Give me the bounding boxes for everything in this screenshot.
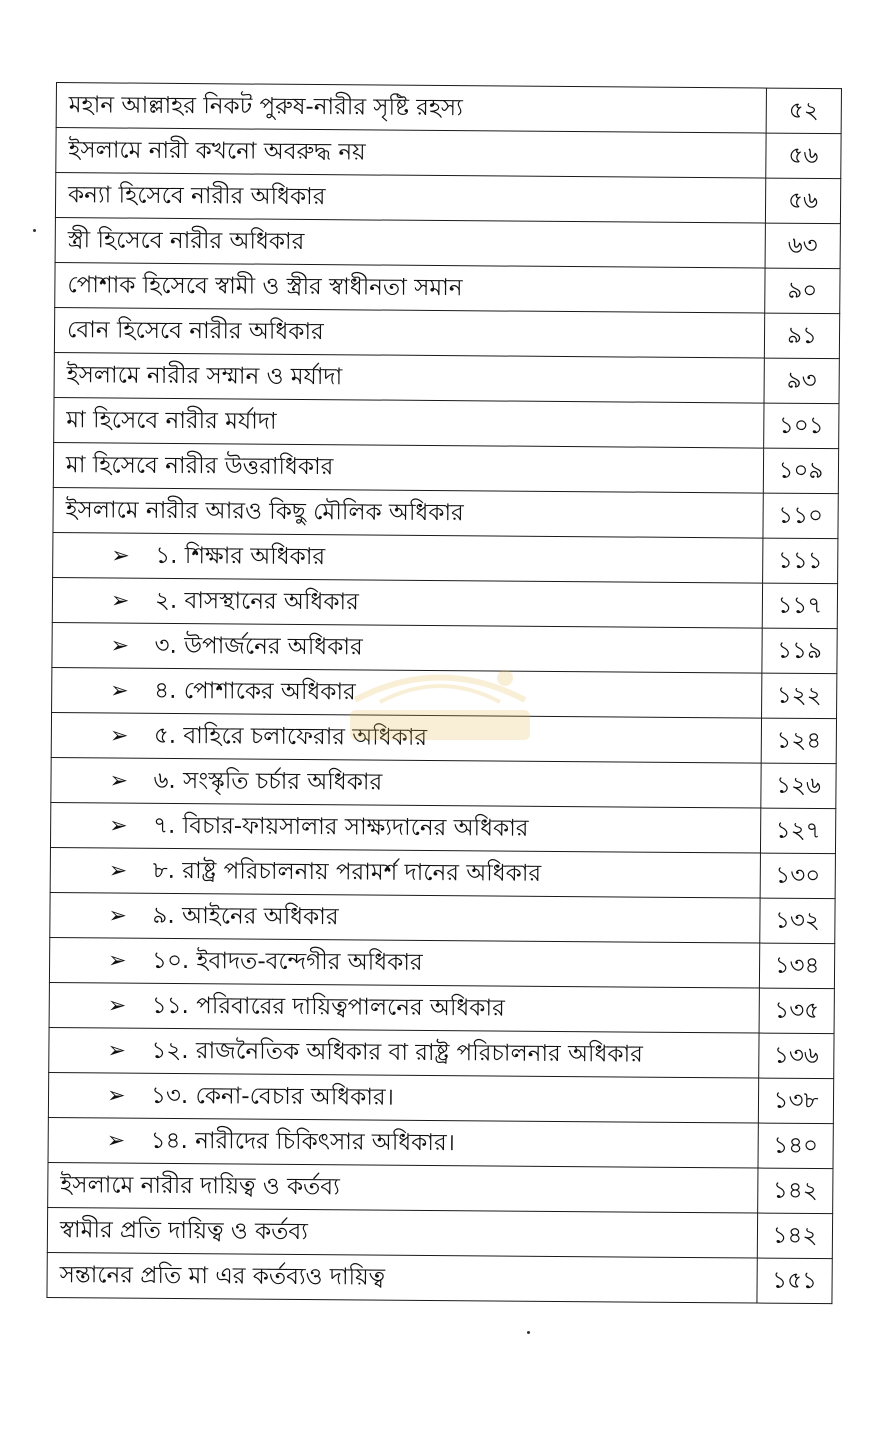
toc-entry-title-cell bbox=[52, 622, 762, 673]
toc-entry-title-cell bbox=[55, 217, 765, 268]
toc-entry-title: ৬. সংস্কৃতি চর্চার অধিকার bbox=[153, 767, 383, 796]
toc-entry-title-cell bbox=[48, 1162, 758, 1213]
toc-entry-title: পোশাক হিসেবে স্বামী ও স্ত্রীর স্বাধীনতা সমান bbox=[67, 271, 463, 301]
arrow-bullet-icon: ➢ bbox=[109, 722, 129, 749]
toc-entry-title: ইসলামে নারীর আরও কিছু মৌলিক অধিকার bbox=[65, 496, 464, 526]
arrow-bullet-icon: ➢ bbox=[107, 992, 127, 1019]
toc-subentry-row bbox=[48, 1072, 833, 1123]
toc-page-number: ৬৩ bbox=[765, 223, 840, 269]
toc-page-number: ১৫১ bbox=[757, 1258, 832, 1304]
toc-page-number: ১৩২ bbox=[760, 898, 835, 944]
toc-page-number: ১২৭ bbox=[760, 808, 835, 854]
toc-entry-title-cell bbox=[56, 83, 766, 134]
toc-entry-title-cell bbox=[53, 532, 763, 583]
toc-entry-row bbox=[48, 1162, 833, 1213]
arrow-bullet-icon: ➢ bbox=[108, 902, 127, 929]
toc-page-number: ১৩০ bbox=[760, 853, 835, 899]
toc-subentry-row bbox=[53, 532, 838, 583]
scan-speck bbox=[527, 1331, 530, 1334]
toc-subentry-row bbox=[52, 622, 837, 673]
toc-entry-title-cell bbox=[47, 1207, 757, 1258]
arrow-bullet-icon: ➢ bbox=[108, 857, 128, 884]
toc-entry-title: ৯. আইনের অধিকার bbox=[152, 902, 339, 930]
toc-page-number: ১২৪ bbox=[761, 718, 836, 764]
toc-entry-title: মা হিসেবে নারীর উত্তরাধিকার bbox=[65, 451, 334, 480]
toc-entry-title-cell bbox=[53, 442, 763, 493]
toc-page-number: ১৩৫ bbox=[759, 988, 834, 1034]
toc-entry-title-cell bbox=[51, 757, 761, 808]
toc-entry-row bbox=[56, 83, 841, 134]
arrow-bullet-icon: ➢ bbox=[107, 1037, 126, 1064]
toc-entry-title: ২. বাসস্থানের অধিকার bbox=[154, 587, 359, 615]
toc-page-number: ১১৯ bbox=[762, 628, 837, 674]
toc-entry-title-cell bbox=[50, 847, 760, 898]
toc-entry-title: ইসলামে নারীর দায়িত্ব ও কর্তব্য bbox=[60, 1171, 340, 1200]
toc-entry-title-cell bbox=[52, 667, 762, 718]
toc-page-number: ১১০ bbox=[763, 493, 838, 539]
toc-entry-title-cell bbox=[54, 307, 764, 358]
toc-entry-title: ইসলামে নারীর সম্মান ও মর্যাদা bbox=[66, 361, 343, 390]
toc-entry-title-cell bbox=[48, 1072, 758, 1123]
toc-subentry-row bbox=[49, 1027, 834, 1078]
toc-entry-title: স্ত্রী হিসেবে নারীর অধিকার bbox=[67, 226, 305, 255]
toc-page-number: ১০৯ bbox=[763, 448, 838, 494]
toc-page-number: ১১১ bbox=[763, 538, 838, 584]
toc-subentry-row bbox=[49, 937, 834, 988]
toc-entry-title: কন্যা হিসেবে নারীর অধিকার bbox=[68, 181, 326, 210]
toc-page-number: ১২৬ bbox=[761, 763, 836, 809]
toc-entry-title-cell bbox=[55, 173, 765, 224]
toc-page-number: ৫৬ bbox=[765, 178, 840, 224]
arrow-bullet-icon: ➢ bbox=[106, 1082, 126, 1109]
toc-subentry-row bbox=[49, 982, 834, 1033]
toc-entry-row bbox=[56, 128, 841, 179]
toc-entry-title-cell bbox=[49, 937, 759, 988]
arrow-bullet-icon: ➢ bbox=[108, 947, 127, 974]
toc-entry-title-cell bbox=[49, 982, 759, 1033]
toc-entry-title: ১১. পরিবারের দায়িত্বপালনের অধিকার bbox=[151, 992, 505, 1022]
toc-entry-title-cell bbox=[55, 262, 765, 313]
toc-page-number: ৯০ bbox=[765, 268, 840, 314]
arrow-bullet-icon: ➢ bbox=[109, 812, 128, 839]
toc-entry-title: সন্তানের প্রতি মা এর কর্তব্যও দায়িত্ব bbox=[59, 1261, 386, 1291]
toc-entry-title-cell bbox=[47, 1252, 757, 1303]
toc-entry-title: ৩. উপার্জনের অধিকার bbox=[154, 632, 363, 660]
toc-subentry-row bbox=[50, 892, 835, 943]
toc-entry-title-cell bbox=[54, 352, 764, 403]
toc-body bbox=[47, 83, 842, 1304]
toc-page-number: ৫৬ bbox=[766, 133, 841, 179]
toc-entry-title: স্বামীর প্রতি দায়িত্ব ও কর্তব্য bbox=[59, 1216, 309, 1245]
toc-entry-title: মা হিসেবে নারীর মর্যাদা bbox=[66, 406, 277, 435]
toc-entry-row bbox=[54, 307, 839, 358]
toc-entry-row bbox=[47, 1207, 832, 1258]
toc-page-number: ১৪২ bbox=[758, 1168, 833, 1214]
arrow-bullet-icon: ➢ bbox=[110, 587, 130, 614]
toc-subentry-row bbox=[52, 667, 837, 718]
toc-entry-title: মহান আল্লাহর নিকট পুরুষ-নারীর সৃষ্টি রহস্য bbox=[68, 91, 463, 121]
arrow-bullet-icon: ➢ bbox=[110, 632, 130, 659]
toc-entry-title-cell bbox=[54, 397, 764, 448]
toc-entry-title: ১০. ইবাদত-বন্দেগীর অধিকার bbox=[152, 947, 423, 976]
toc-page-number: ১৩৬ bbox=[759, 1033, 834, 1079]
toc-entry-title: ৫. বাহিরে চলাফেরার অধিকার bbox=[153, 722, 428, 751]
toc-entry-title: ইসলামে নারী কখনো অবরুদ্ধ নয় bbox=[68, 136, 366, 165]
toc-entry-title: ১. শিক্ষার অধিকার bbox=[155, 542, 326, 570]
toc-entry-title: ৮. রাষ্ট্র পরিচালনায় পরামর্শ দানের অধিকার bbox=[152, 857, 542, 887]
toc-page-number: ১০১ bbox=[764, 403, 839, 449]
toc-page-number: ১১৭ bbox=[762, 583, 837, 629]
toc-entry-title-cell bbox=[52, 577, 762, 628]
toc-entry-row bbox=[54, 397, 839, 448]
arrow-bullet-icon: ➢ bbox=[110, 677, 129, 704]
toc-page-number: ৯১ bbox=[764, 313, 839, 359]
toc-entry-title-cell bbox=[50, 802, 760, 853]
toc-entry-title: ১৩. কেনা-বেচার অধিকার। bbox=[150, 1082, 394, 1111]
toc-entry-row bbox=[55, 217, 840, 268]
toc-page-number: ১৩৪ bbox=[759, 943, 834, 989]
toc-entry-title-cell bbox=[48, 1117, 758, 1168]
toc-entry-row bbox=[55, 262, 840, 313]
toc-entry-title: ৭. বিচার-ফায়সালার সাক্ষ্যদানের অধিকার bbox=[153, 812, 529, 842]
toc-subentry-row bbox=[51, 757, 836, 808]
toc-entry-title: ১৪. নারীদের চিকিৎসার অধিকার। bbox=[150, 1127, 455, 1156]
toc-entry-title: ৪. পোশাকের অধিকার bbox=[154, 677, 356, 705]
toc-page-number: ১৩৮ bbox=[758, 1078, 833, 1124]
arrow-bullet-icon: ➢ bbox=[109, 767, 129, 794]
toc-page-number: ১৪০ bbox=[758, 1123, 833, 1169]
toc-entry-row bbox=[54, 352, 839, 403]
toc-page-number: ৯৩ bbox=[764, 358, 839, 404]
toc-page-number: ১৪২ bbox=[757, 1213, 832, 1259]
toc-subentry-row bbox=[52, 577, 837, 628]
arrow-bullet-icon: ➢ bbox=[111, 542, 130, 569]
toc-subentry-row bbox=[50, 847, 835, 898]
arrow-bullet-icon: ➢ bbox=[106, 1127, 126, 1154]
toc-subentry-row bbox=[50, 802, 835, 853]
toc-entry-title: ১২. রাজনৈতিক অধিকার বা রাষ্ট্র পরিচালনার অধিকার bbox=[151, 1037, 643, 1068]
table-of-contents bbox=[46, 82, 842, 1304]
toc-page-number: ৫২ bbox=[766, 88, 841, 134]
toc-subentry-row bbox=[48, 1117, 833, 1168]
toc-entry-title: বোন হিসেবে নারীর অধিকার bbox=[66, 316, 324, 345]
toc-entry-title-cell bbox=[51, 712, 761, 763]
scan-speck bbox=[33, 229, 36, 232]
toc-entry-title-cell bbox=[49, 1027, 759, 1078]
toc-entry-row bbox=[53, 442, 838, 493]
toc-page-number: ১২২ bbox=[762, 673, 837, 719]
toc-entry-title-cell bbox=[56, 128, 766, 179]
toc-entry-row bbox=[47, 1252, 832, 1303]
toc-entry-title-cell bbox=[50, 892, 760, 943]
toc-entry-row bbox=[53, 487, 838, 538]
toc-entry-row bbox=[55, 173, 840, 224]
toc-subentry-row bbox=[51, 712, 836, 763]
toc-entry-title-cell bbox=[53, 487, 763, 538]
